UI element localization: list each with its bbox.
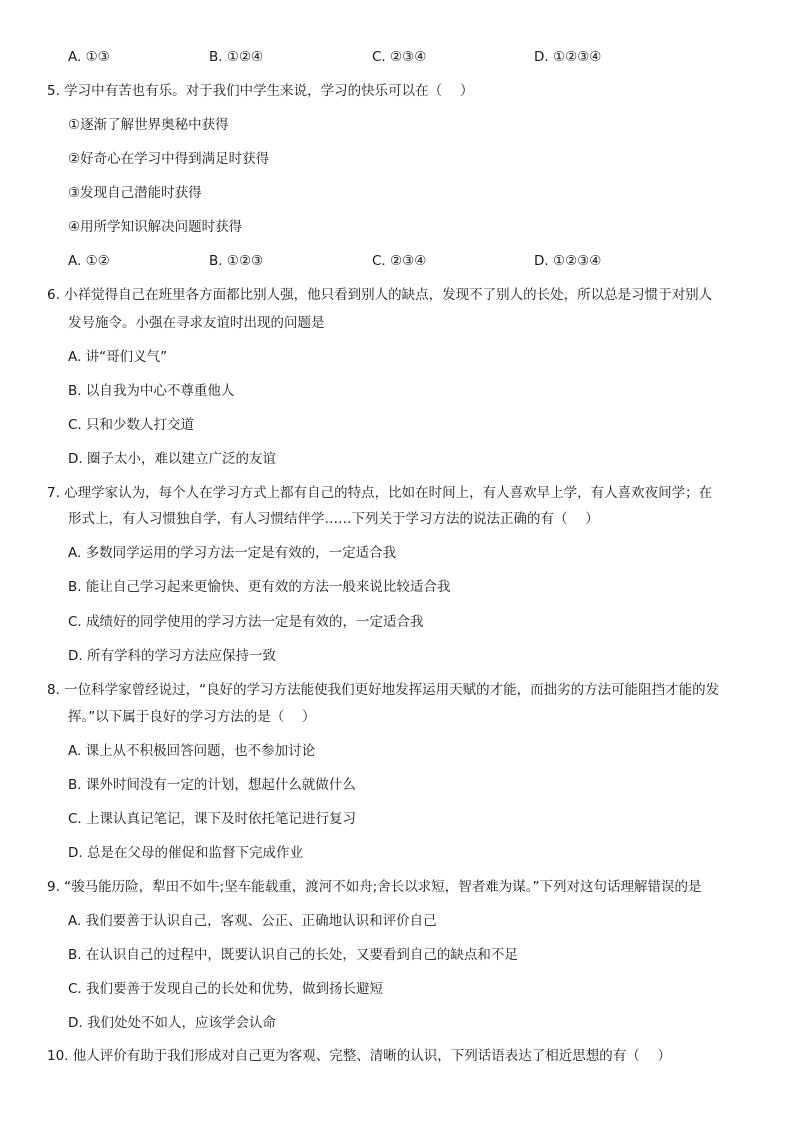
option-d: D. ①②③④ — [534, 253, 602, 269]
option-b: B. ①②③ — [209, 253, 264, 269]
question-6-option-d: D. 圈子太小，难以建立广泛的友谊 — [68, 451, 276, 467]
option-a: A. ①③ — [68, 49, 110, 65]
question-8-stem-line-2: 挥。”以下属于良好的学习方法的是（ ） — [68, 709, 316, 725]
question-7-stem-line-2: 形式上，有人习惯独自学，有人习惯结伴学……下列关于学习方法的说法正确的有（ ） — [68, 511, 599, 527]
question-6-stem-line-2: 发号施令。小强在寻求友谊时出现的问题是 — [68, 315, 325, 331]
question-5-statement-4: ④用所学知识解决问题时获得 — [68, 219, 243, 235]
question-5-options — [68, 252, 748, 270]
option-d: D. ①②③④ — [534, 49, 602, 65]
question-8-option-b: B. 课外时间没有一定的计划，想起什么就做什么 — [68, 777, 356, 793]
question-9-option-d: D. 我们处处不如人，应该学会认命 — [68, 1015, 276, 1031]
question-7-option-b: B. 能让自己学习起来更愉快、更有效的方法一般来说比较适合我 — [68, 579, 451, 595]
question-5-stem: 5. 学习中有苦也有乐。对于我们中学生来说，学习的快乐可以在（ ） — [47, 83, 474, 99]
question-9-option-a: A. 我们要善于认识自己，客观、公正、正确地认识和评价自己 — [68, 913, 437, 929]
prev-question-options — [68, 48, 748, 66]
question-7-option-d: D. 所有学科的学习方法应保持一致 — [68, 648, 276, 664]
question-5-statement-1: ①逐渐了解世界奥秘中获得 — [68, 117, 229, 133]
question-6-stem-line-1: 6. 小祥觉得自己在班里各方面都比别人强，他只看到别人的缺点，发现不了别人的长处，所以总是习惯于对别人 — [47, 287, 713, 303]
question-9-option-b: B. 在认识自己的过程中，既要认识自己的长处，又要看到自己的缺点和不足 — [68, 947, 518, 963]
question-9-option-c: C. 我们要善于发现自己的长处和优势，做到扬长避短 — [68, 981, 384, 997]
option-c: C. ②③④ — [372, 253, 427, 269]
question-7-option-c: C. 成绩好的同学使用的学习方法一定是有效的，一定适合我 — [68, 614, 424, 630]
question-10-stem: 10. 他人评价有助于我们形成对自己更为客观、完整、清晰的认识，下列话语表达了相近思想的有（ ） — [47, 1048, 672, 1064]
question-9-stem: 9. “骏马能历险，犁田不如牛;坚车能载重，渡河不如舟;舍长以求短，智者难为谋。”下列对这句话理解错误的是 — [47, 879, 702, 895]
question-6-option-a: A. 讲“哥们义气” — [68, 349, 168, 365]
question-5-statement-2: ②好奇心在学习中得到满足时获得 — [68, 151, 270, 167]
option-a: A. ①② — [68, 253, 110, 269]
question-7-stem-line-1: 7. 心理学家认为，每个人在学习方式上都有自己的特点，比如在时间上，有人喜欢早上学，有人喜欢夜间学；在 — [47, 485, 713, 501]
question-8-option-d: D. 总是在父母的催促和监督下完成作业 — [68, 845, 303, 861]
question-8-stem-line-1: 8. 一位科学家曾经说过，“良好的学习方法能使我们更好地发挥运用天赋的才能，而拙劣的方法可能阻挡才能的发 — [47, 682, 720, 698]
option-c: C. ②③④ — [372, 49, 427, 65]
question-5-statement-3: ③发现自己潜能时获得 — [68, 185, 202, 201]
question-7-option-a: A. 多数同学运用的学习方法一定是有效的，一定适合我 — [68, 545, 397, 561]
question-8-option-c: C. 上课认真记笔记，课下及时依托笔记进行复习 — [68, 811, 357, 827]
question-8-option-a: A. 课上从不积极回答问题，也不参加讨论 — [68, 743, 316, 759]
question-6-option-b: B. 以自我为中心不尊重他人 — [68, 383, 235, 399]
question-6-option-c: C. 只和少数人打交道 — [68, 417, 195, 433]
option-b: B. ①②④ — [209, 49, 264, 65]
